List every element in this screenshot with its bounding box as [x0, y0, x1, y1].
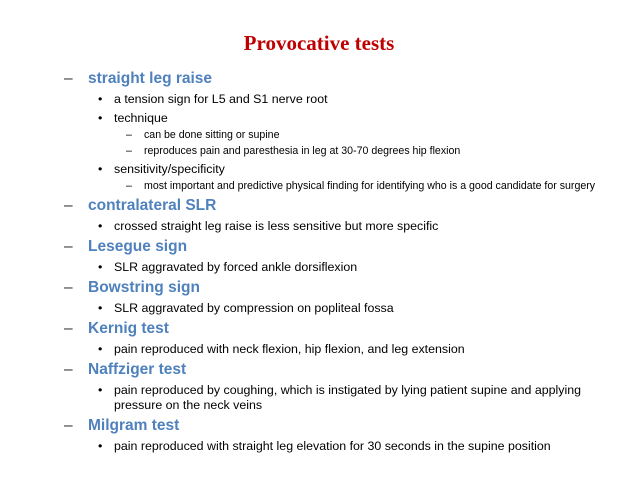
slide-title: Provocative tests — [243, 31, 395, 55]
section-heading — [0, 319, 638, 338]
sub-item — [0, 180, 638, 193]
bullet-marker: • — [98, 439, 103, 453]
section-heading — [0, 416, 638, 435]
bullet-item — [0, 301, 638, 316]
bullet-item — [0, 219, 638, 234]
bullet-marker: • — [98, 383, 103, 397]
bullet-item — [0, 383, 638, 413]
section-heading-text: Milgram test — [88, 417, 180, 434]
dash-marker: – — [126, 180, 132, 192]
sub-item — [0, 129, 638, 142]
section-heading — [0, 69, 638, 88]
section-heading-text: Bowstring sign — [88, 279, 200, 296]
section-heading-text: contralateral SLR — [88, 197, 217, 214]
section-heading — [0, 278, 638, 297]
dash-marker: – — [126, 129, 132, 141]
sub-item-text: can be done sitting or supine — [144, 129, 280, 141]
bullet-marker: • — [98, 162, 103, 176]
dash-marker: – — [64, 238, 73, 255]
bullet-text: SLR aggravated by compression on popliteal fossa — [114, 301, 394, 315]
bullet-marker: • — [98, 111, 103, 125]
dash-marker: – — [64, 70, 73, 87]
bullet-marker: • — [98, 219, 103, 233]
sub-item — [0, 145, 638, 158]
sub-item-text: most important and predictive physical finding for identifying who is a good candidate for surgery — [144, 180, 596, 192]
dash-marker: – — [64, 197, 73, 214]
bullet-marker: • — [98, 342, 103, 356]
section-heading — [0, 196, 638, 215]
section-heading-text: Kernig test — [88, 320, 169, 337]
dash-marker: – — [64, 279, 73, 296]
dash-marker: – — [64, 361, 73, 378]
bullet-marker: • — [98, 260, 103, 274]
bullet-text: technique — [114, 111, 168, 125]
sub-item-text: reproduces pain and paresthesia in leg at 30-70 degrees hip flexion — [144, 145, 461, 157]
bullet-item — [0, 111, 638, 126]
bullet-text: pain reproduced with neck flexion, hip flexion, and leg extension — [114, 342, 465, 356]
bullet-text: crossed straight leg raise is less sensitive but more specific — [114, 219, 439, 233]
section-heading-text: straight leg raise — [88, 70, 213, 87]
bullet-item — [0, 260, 638, 275]
bullet-item — [0, 439, 638, 454]
bullet-marker: • — [98, 92, 103, 106]
bullet-text: SLR aggravated by forced ankle dorsiflexion — [114, 260, 358, 274]
section-heading — [0, 237, 638, 256]
section-heading-text: Lesegue sign — [88, 238, 188, 255]
bullet-item — [0, 92, 638, 107]
bullet-item — [0, 342, 638, 357]
dash-marker: – — [64, 417, 73, 434]
section-heading-text: Naffziger test — [88, 361, 187, 378]
dash-marker: – — [64, 320, 73, 337]
bullet-item — [0, 162, 638, 177]
bullet-text: pain reproduced with straight leg elevation for 30 seconds in the supine position — [114, 439, 551, 453]
dash-marker: – — [126, 145, 132, 157]
bullet-marker: • — [98, 301, 103, 315]
bullet-text: sensitivity/specificity — [114, 162, 225, 176]
bullet-text: a tension sign for L5 and S1 nerve root — [114, 92, 328, 106]
bullet-text: pain reproduced by coughing, which is instigated by lying patient supine and applying pressure on the neck veins — [114, 383, 582, 412]
section-heading — [0, 360, 638, 379]
slide-content — [0, 66, 638, 454]
